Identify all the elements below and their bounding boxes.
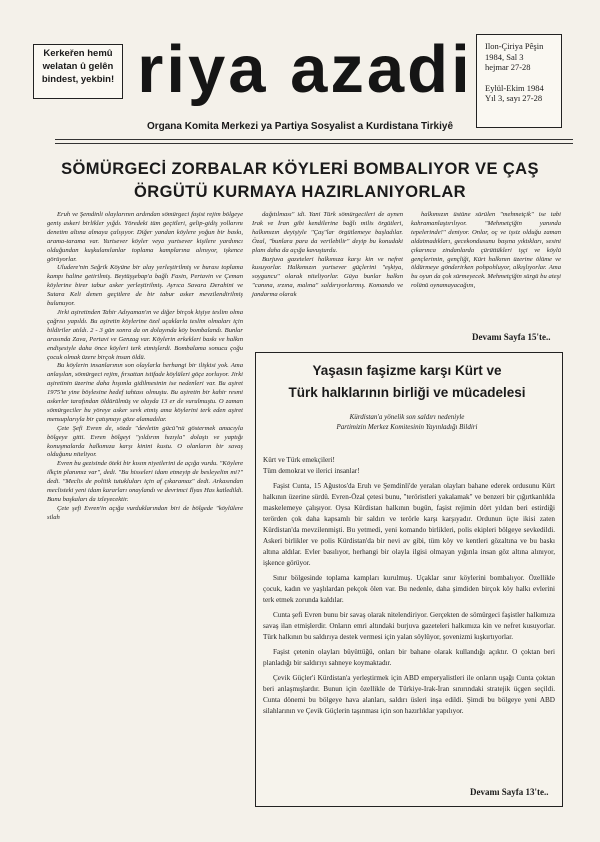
article-paragraph: Bu köylerin insanlarının son olaylarla herhangi bir ilişkisi yok. Ama anlaşılan, sömürgeci rejim, fırsattan istifade köylüleri göçe zorluyor. Jirki aşiretinin üzerine daha hışımla gidilmesinin ise nedenleri var. Bu aşiret 1975'te yine böylesine hedef tahtası olmuştu. Bu aşiretin bir kahir resmi askerler tarafından öldürülmüş ve olayda 13 er de vurulmuştu. O zaman sömürgeciler bu yöreye asker sevk etmiş ama köylerini terk eden aşiret mensuplarıyla bir çatışmayı göze alamadılar. [47, 362, 243, 423]
article-paragraph: Uludere'nin Seğrik Köyüne bir alay yerleştirilmiş ve burası toplama kampı haline getirilmiş. Beytüşşebap'a bağlı Fasin, Pertavin ve Çeman köylerine birer tabur asker yerleştirilmiş. Ayrıca Savara Derahini ve Sutara Keli denen geçitlere de bir tabur asker mevzilendirilmiş bulunuyor. [47, 264, 243, 308]
article-paragraph: Çete Şefi Evren de, sözde "devletin gücü"nü göstermek amacıyla bölgeye gitti. Evren bölgeyi "yıldırım hızıyla" dolaştı ve yaptığı konuşmalarda halkımıza karşı kinini kustu. O olanların bir savaş olduğunu niteliyor. [47, 424, 243, 459]
statement-body [263, 455, 555, 721]
divider-rule [55, 143, 573, 144]
issue-line-4: Eylül-Ekim 1984 [485, 82, 544, 93]
masthead-subtitle: Organa Komita Merkezi ya Partiya Sosyalist a Kurdistana Tirkiyê [146, 121, 454, 132]
article-paragraph: halkımızın üstüne sürülen "mehmetçik" ise tabi kahramanlaştırılıyor. "Mehmetçiğin yanında tepelerinde!" deniyor. Onlar, oç ve işsiz olduğu zaman aldatmadıkları, gecekondusunu başına yıktıkları, sesini çıkarınca zindanlarda çürüttükleri işçi ve köylü gençlerimin, gençliği, Kürt halkının üzerine ölüme ve öldürmeye gönderirken pohpohluyor, alkışlıyorlar. Ama bu oyun da çok sürmeyecek. Mehmetçiğin sürgü bu ateşi rolünü oynamayacağını, [411, 211, 561, 290]
masthead-title: riya azadi [137, 32, 473, 107]
slogan-box [33, 44, 123, 99]
divider-rule [55, 139, 573, 140]
issue-line-5: Yıl 3, sayı 27-28 [485, 93, 543, 103]
issue-line-1: Ilon-Çiriya Pêşin [485, 41, 544, 51]
article-column-2 [252, 211, 403, 300]
statement-title-line-1: Yaşasın faşizme karşı Kürt ve [312, 363, 502, 378]
article-column-3 [411, 211, 561, 291]
article-paragraph: Jirki aşiretinden Tahir Adıyaman'ın ve diğer birçok kişiye teslim olma çağrısı yapıldı. Bu aşiretin köylerine özel uçaklarla teslim olmaları için bildiriler atıldı. 2 - 3 gün sonra da on dolayında köy bombalandı. Bunlar arasında Zava, Pertavi ve Genzag var. Köylerin erkekleri baskı ve halkın endişesiyle daha önce köyleri terk etmişlerdi. Bombalama sonucu çoğu çocuk olmak üzere birçok insan öldü. [47, 308, 243, 361]
statement-subtitle-line-2: Partimizin Merkez Komitesinin Yayınladığı Bildiri [336, 423, 478, 431]
statement-paragraph: Cunta şefi Evren bunu bir savaş olarak nitelendiriyor. Gerçekten de sömürgeci faşistler halkımıza savaş ilan etmişlerdir. Onların emri altındaki burjuva gazeteleri halkımıza kin ve nefret kusuyorlar. Türk halkının bu saldırıya destek vermesi için yalan söylüyor, şovenizmi kışkırtıyorlar. [263, 611, 555, 641]
statement-greeting: Kürt ve Türk emekçileri! [263, 456, 335, 464]
slogan-text: Kerkeřen hemû welatan û gelên bindest, yekbin! [41, 48, 115, 85]
article-column-1 [47, 211, 243, 523]
article-paragraph: Evren bu gezisinde öteki bir kısım niyetlerini de açığa vurdu. "Köylere ilkçin planımız var", dedi. "Bu hisseleri idam etmeyip de besleyelim mi?" dedi. "Meclis de politik tutukluları için af çıkaramaz" dedi. Arkasından meclisteki yeni idam kararları onaylandı ve devrimci İlyas Has katledildi. Bunu başkaları da izleyecektir. [47, 460, 243, 503]
issue-line-2: 1984, Sal 3 [485, 51, 524, 62]
statement-paragraph: Faşist Cunta, 15 Ağustos'da Eruh ve Şemdinli'de yeralan olayları bahane ederek ordusunu Kürt halkının üzerine sürdü. Evren-Özal çetesi bunu, "teröristleri yakalamak" ve benzeri bir çığırtkanlıkla maskelemeye çalışıyor. Oysa Kürdistan halkının bugün, faşist rejimin dört yıldan beri estirdiği terörden çok daha kapsamlı bir saldırı ve terörle karşı karşıyadır. Ordunun üçte ikisi zaten Kürdistan'da mevzilenmişti. Bu yetmedi, yeni komando birlikleri, polis ekipleri bölgeye sevkedildi. Askeri birlikler ve polis Kürdistan'da bir nevi av gibi, tüm köy ve kentleri gözaltına ve bu baskı altına aldılar. Evler basılıyor, herhangi bir olayla ilgisi olmayan yığınla insan göz altına alınıyor, işkence görüyor. [263, 482, 555, 567]
statement-greeting: Tüm demokrat ve ilerici insanlar! [263, 467, 360, 475]
statement-paragraph: Faşist çetenin olayları büyüttüğü, onları bir bahane olarak kullandığı açıktır. O çoktan beri planladığı bir saldırıyı sahneye koymaktadır. [263, 648, 555, 667]
statement-continued-link[interactable]: Devamı Sayfa 13'te.. [470, 787, 549, 797]
headline-line-1: SÖMÜRGECİ ZORBALAR KÖYLERİ BOMBALIYOR VE ÇAŞ [61, 160, 539, 178]
statement-subtitle-line-1: Kürdistan'a yönelik son saldırı nedeniyle [349, 413, 465, 421]
article-paragraph: dağıtılması" idi. Yani Türk sömürgecileri de aynen Irak ve İran gibi kendilerine bağlı milis örgütleri, halkımızın deyişiyle "Çaş"lar örgütlemeye başladılar. Özal, "bunlara para da verilebilir" deyip bu konudaki planı daha da açığa kavuşturdu. [252, 211, 403, 254]
article-paragraph: Çete şefi Evren'in açığa vurduklarından biri de bölgede "köylülere silah [47, 504, 243, 521]
statement-title-line-2: Türk halklarının birliği ve mücadelesi [288, 385, 526, 400]
issue-line-3: hejmar 27-28 [485, 62, 531, 72]
article-paragraph: Burjuva gazeteleri halkımıza karşı kin ve nefret kusuyorlar. Halkımızın yurtsever güçlerini "eşkiya, soyguncu" olarak niteliyorlar. Güya bunlar halkın "canına, ırzına, malına" saldırıyorlarmış. Komando ve jandarma olarak [252, 255, 403, 299]
headline-line-2: ÖRGÜTÜ KURMAYA HAZIRLANIYORLAR [134, 183, 466, 201]
issue-info-box [476, 34, 562, 128]
article-continued-link[interactable]: Devamı Sayfa 15'te.. [472, 332, 551, 342]
statement-paragraph: Sınır bölgesinde toplama kampları kurulmuş. Uçaklar sınır köylerini bombalıyor. Özellikle çocuk, kadın ve yaşlılardan pekçok ölen var. Bu nedenle, daha şimdiden birçok köy halkı evlerini terk etmek zorunda kaldılar. [263, 574, 555, 604]
article-paragraph: Eruh ve Şemdinli olaylarının ardından sömürgeci faşist rejim bölgeye geniş askeri birlikler yığdı. Yöredeki tüm geçitleri, gelip-gidiş yollarını denetim altına almaya çalışıyor. Diğer yandan köylere yoğun bir baskı, arama-tarama var. Yurtsever köyler veya yurtsever kişilere yardımcı olduğundan kuşkulanılanlar toplama kamplarına alınıyor, işkence görüyorlar. [47, 211, 243, 263]
statement-paragraph: Çevik Güçler'i Kürdistan'a yerleştirmek için ABD emperyalistleri ile onların uşağı Cunta çoktan beri anlaşmışlardır. Bunun için özellikle de Türkiye-Irak-İran sınırındaki stratejik üçgen seçildi. Cunta dönemi bu bölgeye hava alanları, saldırı üsleri inşa edildi. Şimdi bu bölgeye yeni ABD silahlarının ve Çevik Güçlerin taşınması için son hazırlıklar yapılıyor. [263, 674, 555, 715]
